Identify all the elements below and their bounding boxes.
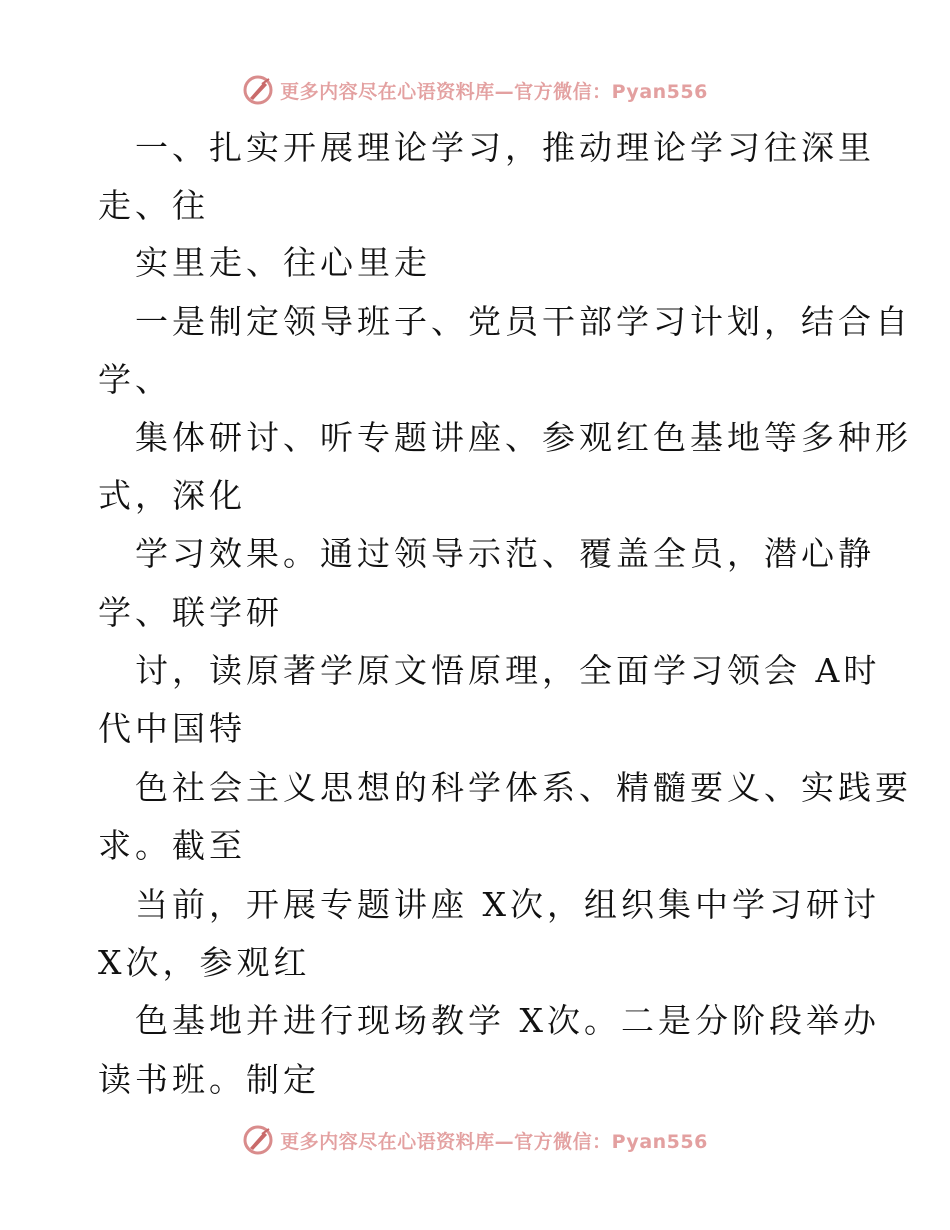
text-line: X次，参观红 [98, 943, 311, 982]
text-line: 色社会主义思想的科学体系、精髓要义、实践要 [135, 768, 912, 807]
quill-logo-icon [242, 1124, 274, 1156]
text-line: 学、 [98, 360, 172, 399]
text-line: 读书班。制定 [98, 1060, 320, 1099]
text-line: 走、往 [98, 186, 209, 225]
footer-banner-text: 更多内容尽在心语资料库—官方微信：Pyan556 [280, 1130, 708, 1153]
header-banner-text: 更多内容尽在心语资料库—官方微信：Pyan556 [280, 80, 708, 103]
text-line: 集体研讨、听专题讲座、参观红色基地等多种形 [135, 418, 912, 457]
text-line: 实里走、往心里走 [135, 243, 431, 282]
text-line: 色基地并进行现场教学 X次。二是分阶段举办 [135, 1001, 880, 1040]
text-line: 学、联学研 [98, 593, 283, 632]
footer-banner [0, 1120, 950, 1160]
text-line: 代中国特 [98, 709, 246, 748]
text-line: 一是制定领导班子、党员干部学习计划，结合自 [135, 302, 912, 341]
text-line: 学习效果。通过领导示范、覆盖全员，潜心静 [135, 534, 875, 573]
text-line: 求。截至 [98, 826, 246, 865]
text-line: 一、扎实开展理论学习，推动理论学习往深里 [135, 128, 875, 167]
text-line: 讨，读原著学原文悟原理，全面学习领会 A时 [135, 651, 881, 690]
text-line: 式，深化 [98, 476, 246, 515]
header-banner [0, 70, 950, 110]
quill-logo-icon [242, 74, 274, 106]
text-line: 当前，开展专题讲座 X次，组织集中学习研讨 [135, 885, 880, 924]
